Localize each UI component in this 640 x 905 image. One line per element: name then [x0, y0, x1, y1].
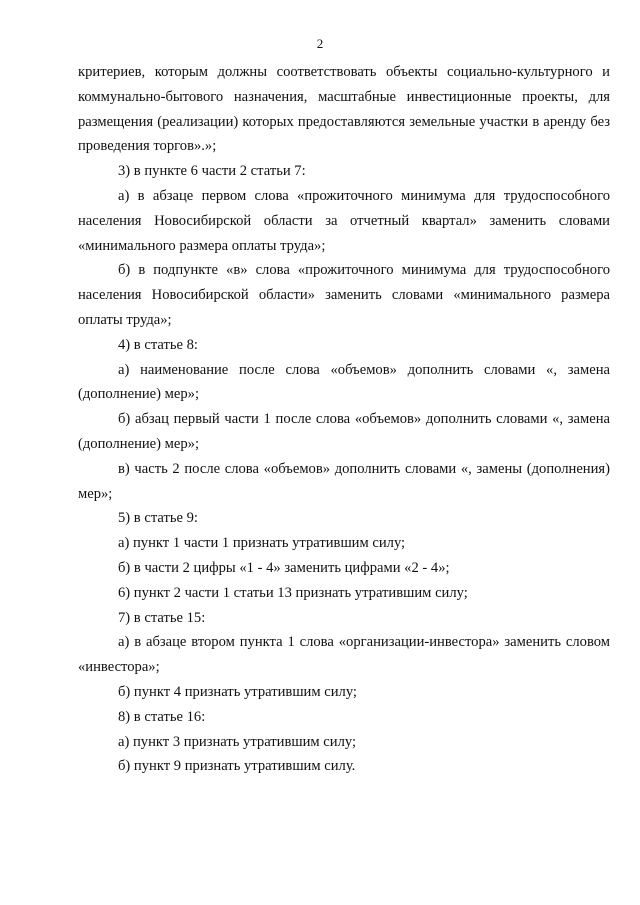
page-number: 2 — [316, 36, 324, 51]
paragraph-item-3: 3) в пункте 6 части 2 статьи 7: — [118, 163, 306, 180]
paragraph-item-5b: б) в части 2 цифры «1 - 4» заменить цифрами «2 - 4»; — [118, 559, 450, 576]
paragraph-item-5: 5) в статье 9: — [118, 510, 198, 527]
paragraph-item-3b: б) в подпункте «в» слова «прожиточного минимума для трудоспособного населения Новосибирской области» заменить словами «минимального размера оплаты труда»; — [78, 262, 610, 328]
paragraph-item-7a: а) в абзаце втором пункта 1 слова «организации-инвестора» заменить словом «инвестора»; — [78, 634, 610, 676]
paragraph-item-8a: а) пункт 3 признать утратившим силу; — [118, 733, 357, 750]
paragraph-continuation: критериев, которым должны соответствовать объекты социально-культурного и коммунально-бытового назначения, масштабные инвестиционные проекты, для размещения (реализации) которых предоставляются земельные участки в аренду без проведения торгов».»; — [78, 64, 610, 155]
document-body — [78, 60, 610, 779]
paragraph-item-8: 8) в статье 16: — [118, 708, 206, 725]
paragraph-item-4a: а) наименование после слова «объемов» дополнить словами «, замена (дополнение) мер»; — [78, 361, 610, 403]
paragraph-item-4b: б) абзац первый части 1 после слова «объемов» дополнить словами «, замена (дополнение) мер»; — [78, 411, 610, 452]
paragraph-item-6: 6) пункт 2 части 1 статьи 13 признать утратившим силу; — [118, 584, 468, 601]
paragraph-item-8b: б) пункт 9 признать утратившим силу. — [118, 758, 356, 775]
paragraph-item-4: 4) в статье 8: — [118, 336, 198, 353]
paragraph-item-5a: а) пункт 1 части 1 признать утратившим силу; — [118, 535, 406, 552]
paragraph-item-3a: а) в абзаце первом слова «прожиточного минимума для трудоспособного населения Новосибирской области за отчетный квартал» заменить словами «минимального размера оплаты труда»; — [78, 187, 610, 254]
paragraph-item-7b: б) пункт 4 признать утратившим силу; — [118, 683, 357, 700]
paragraph-item-7: 7) в статье 15: — [118, 609, 206, 626]
paragraph-item-4c: в) часть 2 после слова «объемов» дополнить словами «, замены (дополнения) мер»; — [78, 460, 610, 502]
